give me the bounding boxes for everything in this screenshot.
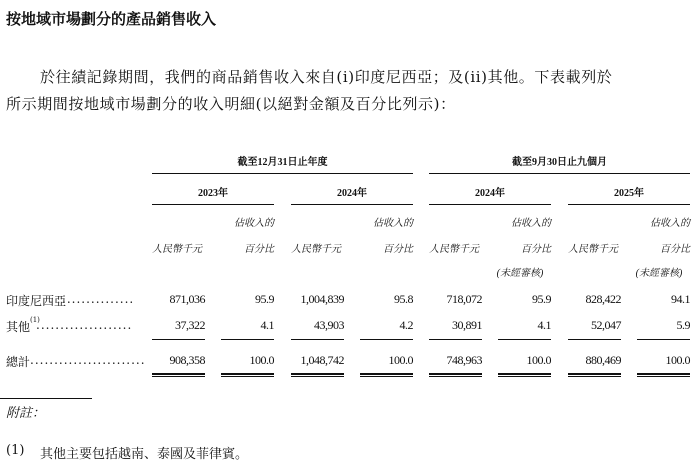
leader-dots: .................... — [36, 318, 133, 332]
pct-header-2: 百分比 — [244, 244, 274, 255]
total-double-rule — [291, 373, 344, 377]
subtotal-rule — [637, 339, 690, 340]
percent-cell: 4.1 — [260, 318, 274, 332]
subtotal-rule — [291, 339, 344, 340]
pct-header-1: 佔收入的 — [511, 218, 551, 229]
section-title: 按地域市場劃分的產品銷售收入 — [6, 10, 217, 28]
amount-cell: 52,047 — [591, 318, 621, 332]
paragraph-line-2: 所示期間按地域市場劃分的收入明細(以絕對金額及百分比列示)： — [6, 95, 456, 113]
pct-header-1: 佔收入的 — [234, 218, 274, 229]
pct-header-2: 百分比 — [383, 244, 413, 255]
pct-header-1: 佔收入的 — [373, 218, 413, 229]
amount-cell: 828,422 — [585, 292, 621, 306]
amount-cell: 748,963 — [446, 353, 482, 367]
row-label: 印度尼西亞 — [6, 294, 67, 308]
footnote-text: 其他主要包括越南、泰國及菲律賓。 — [40, 447, 249, 462]
subtotal-rule — [360, 339, 413, 340]
year-header: 2024年 — [337, 188, 367, 199]
percent-cell: 95.9 — [532, 292, 551, 306]
amount-header: 人民幣千元 — [152, 244, 202, 255]
subtotal-rule — [221, 339, 274, 340]
amount-header: 人民幣千元 — [429, 244, 479, 255]
percent-cell: 4.2 — [399, 318, 413, 332]
amount-cell: 1,048,742 — [300, 353, 344, 367]
amount-header: 人民幣千元 — [291, 244, 341, 255]
year-rule — [152, 204, 274, 205]
year-rule — [291, 204, 413, 205]
amount-cell: 908,358 — [169, 353, 205, 367]
leader-dots: ........................ — [30, 353, 146, 367]
pct-header-2: 百分比 — [521, 244, 551, 255]
amount-cell: 1,004,839 — [300, 292, 344, 306]
unaudited-label: (未經審核) — [496, 268, 544, 279]
notes-label: 附註： — [6, 406, 46, 421]
total-double-rule — [568, 373, 621, 377]
total-double-rule — [498, 373, 551, 377]
group-rule — [152, 173, 413, 174]
total-double-rule — [637, 373, 690, 377]
percent-cell: 95.9 — [255, 292, 274, 306]
amount-cell: 871,036 — [169, 292, 205, 306]
percent-cell: 4.1 — [537, 318, 551, 332]
year-header: 2025年 — [614, 188, 644, 199]
footnote-ref: (1) — [30, 316, 40, 324]
total-double-rule — [429, 373, 482, 377]
pct-header-1: 佔收入的 — [650, 218, 690, 229]
total-double-rule — [360, 373, 413, 377]
group-rule — [429, 173, 690, 174]
amount-cell: 37,322 — [175, 318, 205, 332]
total-double-rule — [152, 373, 205, 377]
amount-cell: 880,469 — [585, 353, 621, 367]
unaudited-label: (未經審核) — [635, 268, 683, 279]
group-header: 截至9月30日止九個月 — [512, 157, 607, 168]
percent-cell: 100.0 — [249, 353, 274, 367]
amount-cell: 43,903 — [314, 318, 344, 332]
amount-cell: 30,891 — [452, 318, 482, 332]
footnote-marker: (1) — [6, 443, 25, 458]
total-double-rule — [221, 373, 274, 377]
pct-header-2: 百分比 — [660, 244, 690, 255]
percent-cell: 5.9 — [676, 318, 690, 332]
subtotal-rule — [498, 339, 551, 340]
row-label: 其他 — [6, 320, 31, 334]
row-label: 總計 — [6, 355, 31, 369]
subtotal-rule — [429, 339, 482, 340]
percent-cell: 100.0 — [526, 353, 551, 367]
percent-cell: 94.1 — [671, 292, 690, 306]
percent-cell: 100.0 — [665, 353, 690, 367]
subtotal-rule — [568, 339, 621, 340]
year-rule — [568, 204, 690, 205]
paragraph-line-1: 於往績記錄期間，我們的商品銷售收入來自(i)印度尼西亞；及(ii)其他。下表載列於 — [40, 68, 613, 86]
amount-header: 人民幣千元 — [568, 244, 618, 255]
percent-cell: 95.8 — [394, 292, 413, 306]
year-header: 2024年 — [475, 188, 505, 199]
percent-cell: 100.0 — [388, 353, 413, 367]
year-rule — [429, 204, 551, 205]
amount-cell: 718,072 — [446, 292, 482, 306]
subtotal-rule — [152, 339, 205, 340]
leader-dots: ............... — [62, 292, 135, 306]
year-header: 2023年 — [198, 188, 228, 199]
group-header: 截至12月31日止年度 — [237, 157, 328, 168]
